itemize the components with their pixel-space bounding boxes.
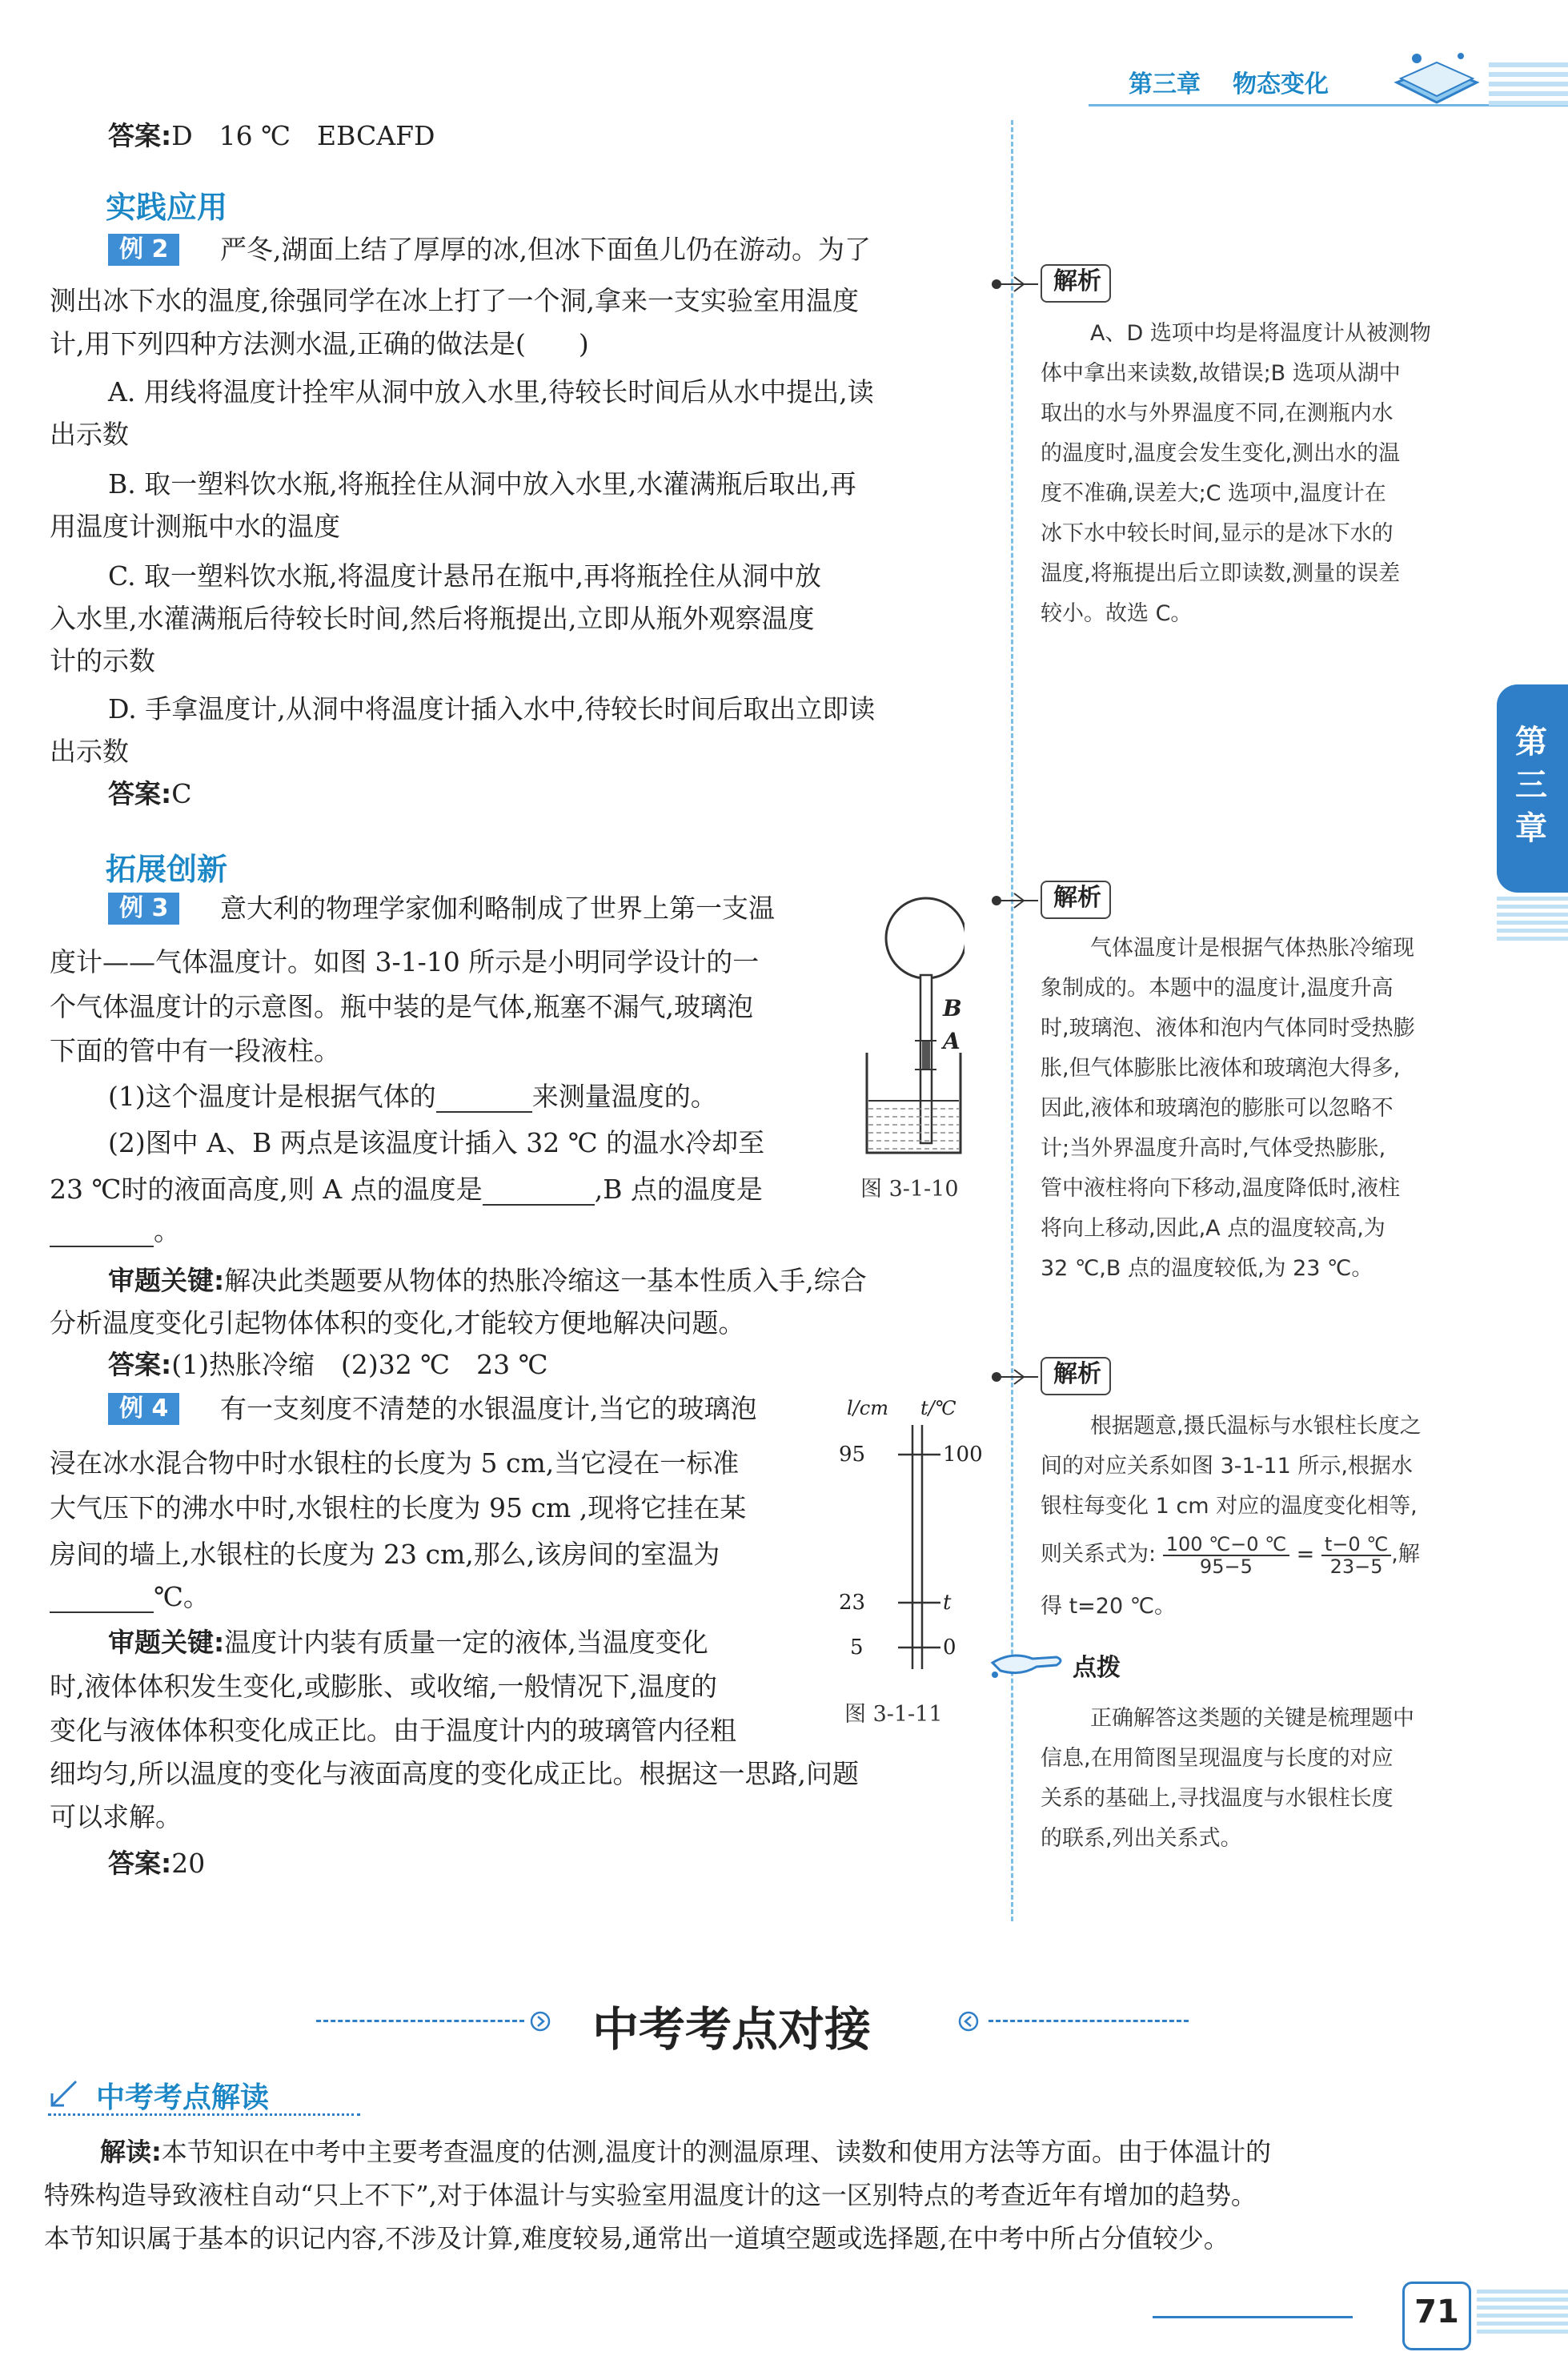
practice-heading: 实践应用 <box>106 190 228 225</box>
ex4-key-1: 时,液体体积发生变化,或膨胀、或收缩,一般情况下,温度的 <box>50 1671 717 1702</box>
answer-top: 答案:D 16 ℃ EBCAFD <box>108 120 435 151</box>
ext-key: 审题关键:解决此类题要从物体的热胀冷缩这一基本性质入手,综合 <box>108 1265 867 1296</box>
option-b: B. 取一塑料饮水瓶,将瓶拴住从洞中放入水里,水灌满瓶后取出,再 <box>108 468 856 500</box>
analysis-tag-2: 解析 <box>1041 881 1111 919</box>
answer-blank[interactable] <box>50 1589 154 1613</box>
page-number-rule <box>1153 2316 1353 2318</box>
pointing-hand-icon <box>989 1643 1069 1683</box>
fig-l-95: 95 <box>839 1443 866 1467</box>
analysis3-line-1: 间的对应关系如图 3-1-11 所示,根据水 <box>1041 1454 1413 1479</box>
ex4-key: 审题关键:温度计内装有质量一定的液体,当温度变化 <box>108 1627 708 1658</box>
fig-t-0: 0 <box>943 1635 956 1660</box>
option-d: D. 手拿温度计,从洞中将温度计插入水中,待较长时间后取出立即读 <box>108 693 876 724</box>
scissors-icon <box>990 889 1038 913</box>
side-tab-stripes <box>1497 897 1568 941</box>
book-icon <box>1393 46 1481 110</box>
analysis3-line-0: 根据题意,摄氏温标与水银柱长度之 <box>1090 1414 1422 1439</box>
ex4-line-1: 浸在冰水混合物中时水银柱的长度为 5 cm,当它浸在一标准 <box>50 1447 740 1479</box>
example-2-badge: 例 2 <box>108 234 179 266</box>
ex4-key-2: 变化与液体体积变化成正比。由于温度计内的玻璃管内径粗 <box>50 1715 736 1746</box>
ex4-key-3: 细均匀,所以温度的变化与液面高度的变化成正比。根据这一思路,问题 <box>50 1758 859 1789</box>
analysis2-line-1: 象制成的。本题中的温度计,温度升高 <box>1041 976 1394 1001</box>
analysis1-line-5: 冰下水中较长时间,显示的是冰下水的 <box>1041 521 1394 546</box>
tip-line-1: 信息,在用简图呈现温度与长度的对应 <box>1041 1746 1394 1771</box>
analysis3-result: 得 t=20 ℃。 <box>1041 1594 1177 1619</box>
option-b-cont: 用温度计测瓶中水的温度 <box>50 511 340 542</box>
ex4-line-3: 房间的墙上,水银柱的长度为 23 cm,那么,该房间的室温为 <box>50 1539 720 1570</box>
exam-line-1: 特殊构造导致液柱自动“只上不下”,对于体温计与实验室用温度计的这一区别特点的考查近年有增加的趋势。 <box>44 2180 1257 2210</box>
fig-3-1-11-caption: 图 3-1-11 <box>844 1702 943 1727</box>
ext-q2-line2: 23 ℃时的液面高度,则 A 点的温度是 ,B 点的温度是 <box>50 1174 763 1205</box>
fig-label-a: A <box>943 1028 960 1054</box>
analysis-tag-3: 解析 <box>1041 1357 1111 1395</box>
ex4-line-4: ℃。 <box>50 1581 210 1613</box>
exam-subheading-underline <box>48 2113 360 2116</box>
practice-line-2: 计,用下列四种方法测水温,正确的做法是( ) <box>50 328 589 359</box>
tip-line-0: 正确解答这类题的关键是梳理题中 <box>1090 1706 1414 1731</box>
header-stripes <box>1489 58 1568 106</box>
option-d-cont: 出示数 <box>50 736 129 767</box>
ext-line-3: 下面的管中有一段液柱。 <box>50 1035 340 1066</box>
side-chapter-tab-label: 第三章 <box>1515 724 1547 847</box>
extension-heading: 拓展创新 <box>106 852 228 887</box>
option-c-cont2: 计的示数 <box>50 645 155 676</box>
title-rule-left <box>316 2020 524 2022</box>
analysis2-line-0: 气体温度计是根据气体热胀冷缩现 <box>1090 936 1414 961</box>
exam-line-0: 解读:本节知识在中考中主要考查温度的估测,温度计的测温原理、读数和使用方法等方面。由于体温计的 <box>100 2137 1271 2167</box>
exam-subheading: 中考考点解读 <box>96 2081 270 2114</box>
page-dots <box>1477 2286 1568 2334</box>
arrow-right-icon <box>528 2009 552 2033</box>
practice-answer: 答案:C <box>108 778 192 809</box>
answer-blank[interactable] <box>50 1223 154 1247</box>
analysis3-line-2: 银柱每变化 1 cm 对应的温度变化相等, <box>1041 1494 1418 1519</box>
practice-line-0: 严冬,湖面上结了厚厚的冰,但冰下面鱼儿仍在游动。为了 <box>220 234 871 265</box>
answer-blank[interactable] <box>483 1182 595 1206</box>
fig-t-100: 100 <box>943 1443 983 1467</box>
ext-q2-line3: 。 <box>50 1215 180 1247</box>
fig-t-t: t <box>943 1591 952 1615</box>
fraction-right: $\frac{t-0 ℃}{23-5}$ <box>1321 1534 1391 1577</box>
ext-line-1: 度计——气体温度计。如图 3-1-10 所示是小明同学设计的一 <box>50 946 760 977</box>
ext-line-0: 意大利的物理学家伽利略制成了世界上第一支温 <box>220 893 775 924</box>
tip-line-2: 关系的基础上,寻找温度与水银柱长度 <box>1041 1786 1394 1811</box>
option-c: C. 取一塑料饮水瓶,将温度计悬吊在瓶中,再将瓶拴住从洞中放 <box>108 560 822 592</box>
option-c-cont1: 入水里,水灌满瓶后待较长时间,然后将瓶提出,立即从瓶外观察温度 <box>50 603 815 634</box>
ex4-key-4: 可以求解。 <box>50 1801 182 1832</box>
ex4-line-2: 大气压下的沸水中时,水银柱的长度为 95 cm ,现将它挂在某 <box>50 1492 747 1523</box>
analysis2-line-2: 时,玻璃泡、液体和泡内气体同时受热膨 <box>1041 1016 1415 1041</box>
fig-l-23: 23 <box>839 1591 866 1615</box>
tip-line-3: 的联系,列出关系式。 <box>1041 1826 1242 1851</box>
fig-left-unit: l/cm <box>847 1397 888 1419</box>
tip-tag: 点拨 <box>1073 1654 1121 1682</box>
fig-right-unit: t/℃ <box>920 1397 956 1419</box>
scissors-icon <box>990 1365 1038 1389</box>
ext-key-cont: 分析温度变化引起物体体积的变化,才能较方便地解决问题。 <box>50 1307 745 1338</box>
ext-answer: 答案:(1)热胀冷缩 (2)32 ℃ 23 ℃ <box>108 1349 548 1380</box>
ex4-line-0: 有一支刻度不清楚的水银温度计,当它的玻璃泡 <box>220 1393 757 1424</box>
analysis3-formula: 则关系式为: $\frac{100 ℃-0 ℃}{95-5}$ = $\frac{t-0 ℃}{23-5}$ ,解 <box>1041 1532 1420 1578</box>
analysis2-line-3: 胀,但气体膨胀比液体和玻璃泡大得多, <box>1041 1056 1401 1081</box>
analysis2-line-6: 管中液柱将向下移动,温度降低时,液柱 <box>1041 1176 1401 1201</box>
practice-line-1: 测出冰下水的温度,徐强同学在冰上打了一个洞,拿来一支实验室用温度 <box>50 285 859 316</box>
analysis1-line-7: 较小。故选 C。 <box>1041 601 1193 626</box>
fraction-left: $\frac{100 ℃-0 ℃}{95-5}$ <box>1163 1534 1289 1577</box>
exam-line-2: 本节知识属于基本的识记内容,不涉及计算,难度较易,通常出一道填空题或选择题,在中考中所占分值较少。 <box>44 2223 1229 2254</box>
option-a-cont: 出示数 <box>50 419 129 450</box>
analysis1-line-2: 取出的水与外界温度不同,在测瓶内水 <box>1041 401 1394 426</box>
analysis1-line-6: 温度,将瓶提出后立即读数,测量的误差 <box>1041 561 1401 586</box>
example-4-badge: 例 4 <box>108 1393 179 1425</box>
analysis2-line-7: 将向上移动,因此,A 点的温度较高,为 <box>1041 1216 1386 1241</box>
analysis1-line-4: 度不准确,误差大;C 选项中,温度计在 <box>1041 481 1386 506</box>
ext-q2-line1: (2)图中 A、B 两点是该温度计插入 32 ℃ 的温水冷却至 <box>108 1127 765 1158</box>
exam-subheading-icon <box>48 2077 80 2109</box>
ext-q1: (1)这个温度计是根据气体的 来测量温度的。 <box>108 1081 717 1112</box>
answer-blank[interactable] <box>436 1089 532 1113</box>
ext-line-2: 个气体温度计的示意图。瓶中装的是气体,瓶塞不漏气,玻璃泡 <box>50 991 753 1022</box>
analysis2-line-8: 32 ℃,B 点的温度较低,为 23 ℃。 <box>1041 1256 1374 1281</box>
arrow-left-icon <box>956 2009 981 2033</box>
title-rule-right <box>989 2020 1189 2022</box>
analysis1-line-0: A、D 选项中均是将温度计从被测物 <box>1090 321 1431 346</box>
example-3-badge: 例 3 <box>108 893 179 925</box>
header-section: 物态变化 <box>1233 70 1329 98</box>
analysis2-line-4: 因此,液体和玻璃泡的膨胀可以忽略不 <box>1041 1096 1394 1121</box>
header-chapter: 第三章 <box>1129 70 1201 98</box>
fig-3-1-10-caption: 图 3-1-10 <box>860 1177 959 1202</box>
analysis-tag-1: 解析 <box>1041 264 1111 303</box>
analysis2-line-5: 计;当外界温度升高时,气体受热膨胀, <box>1041 1136 1386 1161</box>
fig-l-5: 5 <box>850 1635 864 1660</box>
page-number: 71 <box>1414 2294 1459 2330</box>
scissors-icon <box>990 272 1038 296</box>
gas-thermometer-figure <box>860 889 964 1161</box>
fig-label-b: B <box>943 995 962 1021</box>
exam-title: 中考考点对接 <box>592 2002 872 2057</box>
analysis1-line-3: 的温度时,温度会发生变化,测出水的温 <box>1041 441 1401 466</box>
option-a: A. 用线将温度计拴牢从洞中放入水里,待较长时间后从水中提出,读 <box>108 376 874 407</box>
ex4-answer: 答案:20 <box>108 1848 206 1879</box>
analysis1-line-1: 体中拿出来读数,故错误;B 选项从湖中 <box>1041 361 1401 386</box>
